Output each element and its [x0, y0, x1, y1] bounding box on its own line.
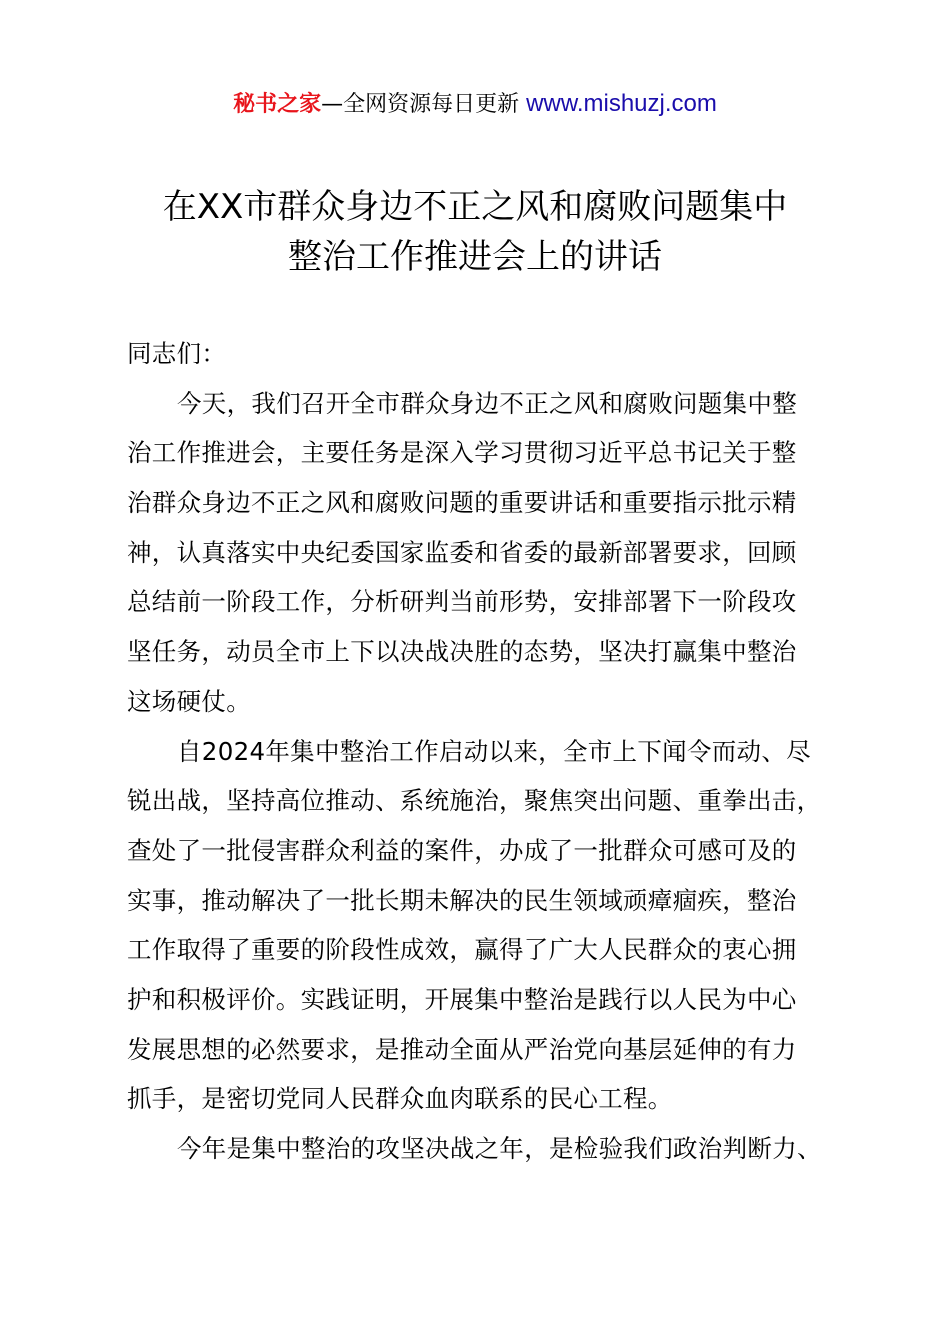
site-header	[0, 88, 950, 121]
paragraph	[127, 1129, 867, 1179]
text-line: 实事，推动解决了一批长期未解决的民生领域顽瘴痼疾，整治	[127, 885, 797, 915]
document-title	[0, 182, 950, 282]
text-line: 锐出战，坚持高位推动、系统施治，聚焦突出问题、重拳出击，	[127, 786, 822, 816]
paragraph	[127, 384, 867, 732]
text-line: 治工作推进会，主要任务是深入学习贯彻习近平总书记关于整	[127, 438, 797, 468]
title-line: 整治工作推进会上的讲话	[288, 237, 662, 277]
text-line: 坚任务，动员全市上下以决战决胜的态势，坚决打赢集中整治	[127, 637, 797, 667]
brand-name: 秘书之家	[233, 92, 322, 117]
text-line: 今年是集中整治的攻坚决战之年，是检验我们政治判断力、	[177, 1134, 822, 1163]
tagline: —全网资源每日更新	[321, 92, 520, 117]
title-line: 在XX市群众身边不正之风和腐败问题集中	[162, 187, 788, 227]
text-line: 总结前一阶段工作，分析研判当前形势，安排部署下一阶段攻	[127, 587, 797, 617]
paragraph	[127, 732, 867, 1130]
text-line: 工作取得了重要的阶段性成效，赢得了广大人民群众的衷心拥	[127, 935, 797, 965]
text-line: 治群众身边不正之风和腐败问题的重要讲话和重要指示批示精	[127, 488, 797, 518]
text-line: 查处了一批侵害群众利益的案件，办成了一批群众可感可及的	[127, 835, 797, 865]
text-line: 这场硬仗。	[127, 686, 251, 716]
document-body	[127, 334, 867, 1179]
text-line: 发展思想的必然要求，是推动全面从严治党向基层延伸的有力	[127, 1034, 797, 1064]
text-line: 护和积极评价。实践证明，开展集中整治是践行以人民为中心	[127, 984, 797, 1014]
text-line: 神，认真落实中央纪委国家监委和省委的最新部署要求，回顾	[127, 537, 797, 567]
salutation: 同志们：	[127, 339, 227, 368]
text-line: 自2024年集中整治工作启动以来，全市上下闻令而动、尽	[177, 736, 811, 766]
text-line: 今天，我们召开全市群众身边不正之风和腐败问题集中整	[177, 388, 797, 418]
site-url-link[interactable]: www.mishuzj.com	[526, 90, 717, 117]
text-line: 抓手，是密切党同人民群众血肉联系的民心工程。	[127, 1084, 673, 1114]
